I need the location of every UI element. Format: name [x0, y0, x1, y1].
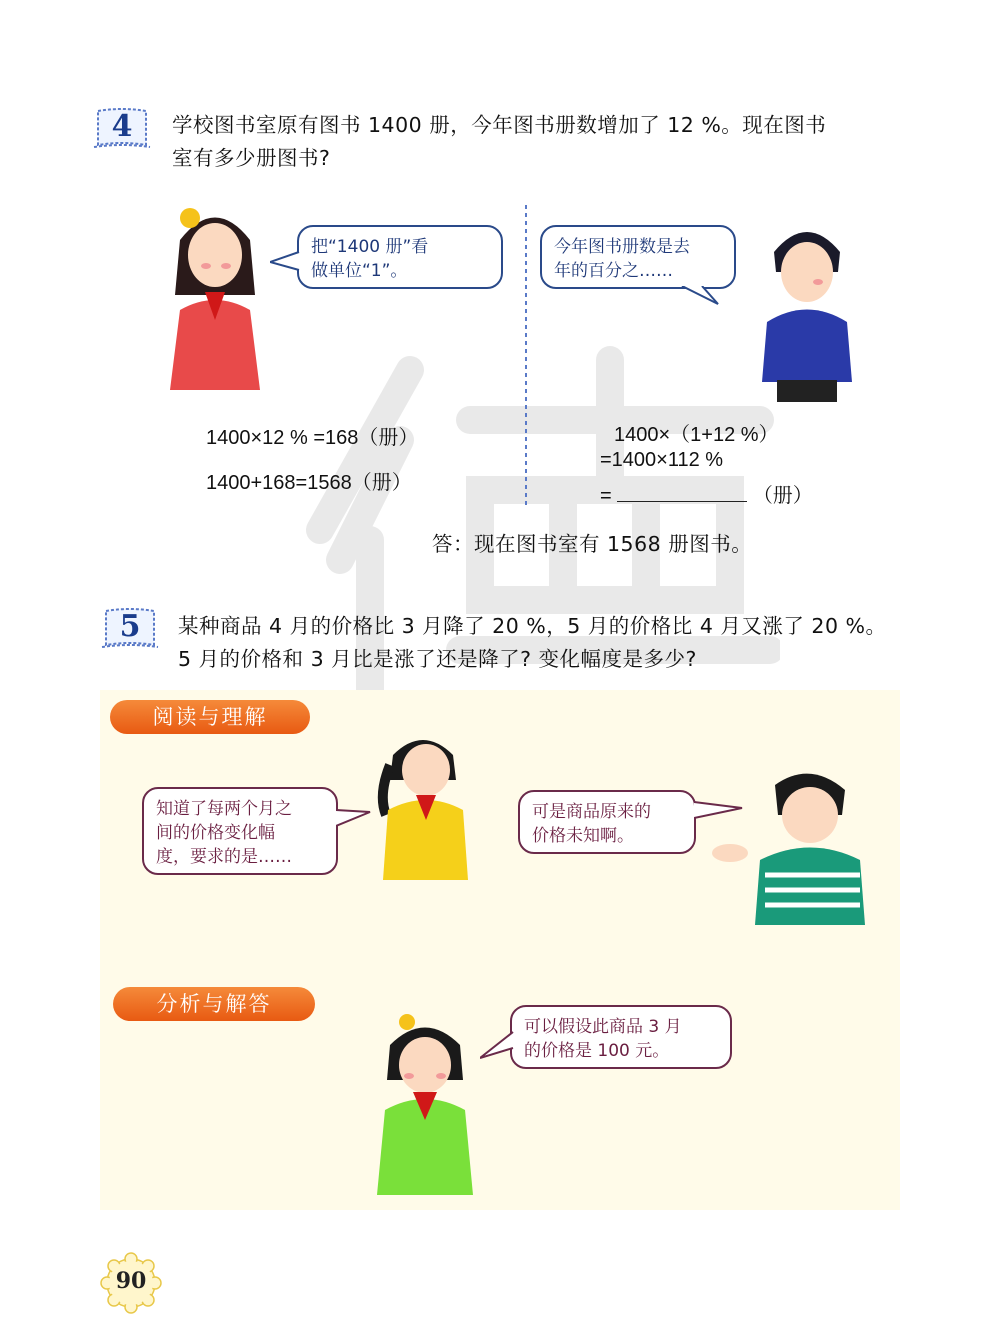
- question-line: 室有多少册图书?: [172, 146, 331, 170]
- section-label-reading: 阅读与理解: [110, 700, 310, 734]
- question-line: 学校图书室原有图书 1400 册，今年图书册数增加了 12 %。现在图书: [172, 113, 827, 137]
- page-number: 90: [115, 1268, 147, 1294]
- bubble-line: 可以假设此商品 3 月: [524, 1017, 682, 1037]
- bubble-line: 间的价格变化幅: [156, 823, 275, 843]
- calc-line: 1400×（1+12 %）: [614, 424, 779, 446]
- page-number-badge: [100, 1252, 162, 1314]
- answer-text: 答：现在图书室有 1568 册图书。: [432, 532, 753, 556]
- bubble-line: 可是商品原来的: [532, 802, 651, 822]
- divider: [524, 205, 528, 505]
- speech-bubble: [142, 787, 338, 875]
- answer-blank[interactable]: [617, 483, 747, 502]
- bubble-line: 做单位“1”。: [311, 261, 408, 281]
- bubble-tail: [336, 808, 372, 830]
- question-line: 5 月的价格和 3 月比是涨了还是降了? 变化幅度是多少?: [178, 647, 697, 671]
- unit-text: （册）: [752, 485, 813, 507]
- girl-illustration: [160, 200, 270, 390]
- calc-line: 1400+168=1568（册）: [206, 472, 412, 494]
- equals-sign: =: [600, 485, 612, 507]
- problem-5-badge: [100, 607, 160, 653]
- problem-4-badge: [92, 107, 152, 153]
- bubble-tail: [480, 1030, 514, 1060]
- speech-bubble: [510, 1005, 732, 1069]
- bubble-line: 知道了每两个月之: [156, 799, 292, 819]
- section-label-analysis: 分析与解答: [113, 987, 315, 1021]
- boy-illustration: [752, 212, 862, 402]
- problem-4-question: [172, 109, 912, 175]
- bubble-line: 价格未知啊。: [532, 826, 634, 846]
- bubble-tail: [270, 250, 300, 272]
- problem-number: 4: [111, 109, 133, 144]
- bubble-line: 度，要求的是……: [156, 847, 292, 867]
- girl-green-illustration: [365, 1010, 485, 1195]
- problem-number: 5: [119, 609, 141, 644]
- bubble-line: 把“1400 册”看: [311, 237, 429, 257]
- bubble-line: 年的百分之……: [554, 261, 673, 281]
- speech-bubble: [518, 790, 696, 854]
- question-line: 某种商品 4 月的价格比 3 月降了 20 %，5 月的价格比 4 月又涨了 20 %。: [178, 614, 887, 638]
- bubble-tail: [680, 286, 720, 306]
- speech-bubble: [297, 225, 503, 289]
- calc-line: =1400×112 %: [600, 449, 724, 471]
- boy-green-illustration: [710, 765, 870, 925]
- calc-line-blank: [600, 479, 813, 508]
- speech-bubble: [540, 225, 736, 289]
- bubble-line: 今年图书册数是去: [554, 237, 690, 257]
- girl-yellow-illustration: [368, 725, 478, 880]
- calc-line: 1400×12 % =168（册）: [206, 427, 419, 449]
- bubble-line: 的价格是 100 元。: [524, 1041, 670, 1061]
- problem-5-question: [178, 610, 918, 676]
